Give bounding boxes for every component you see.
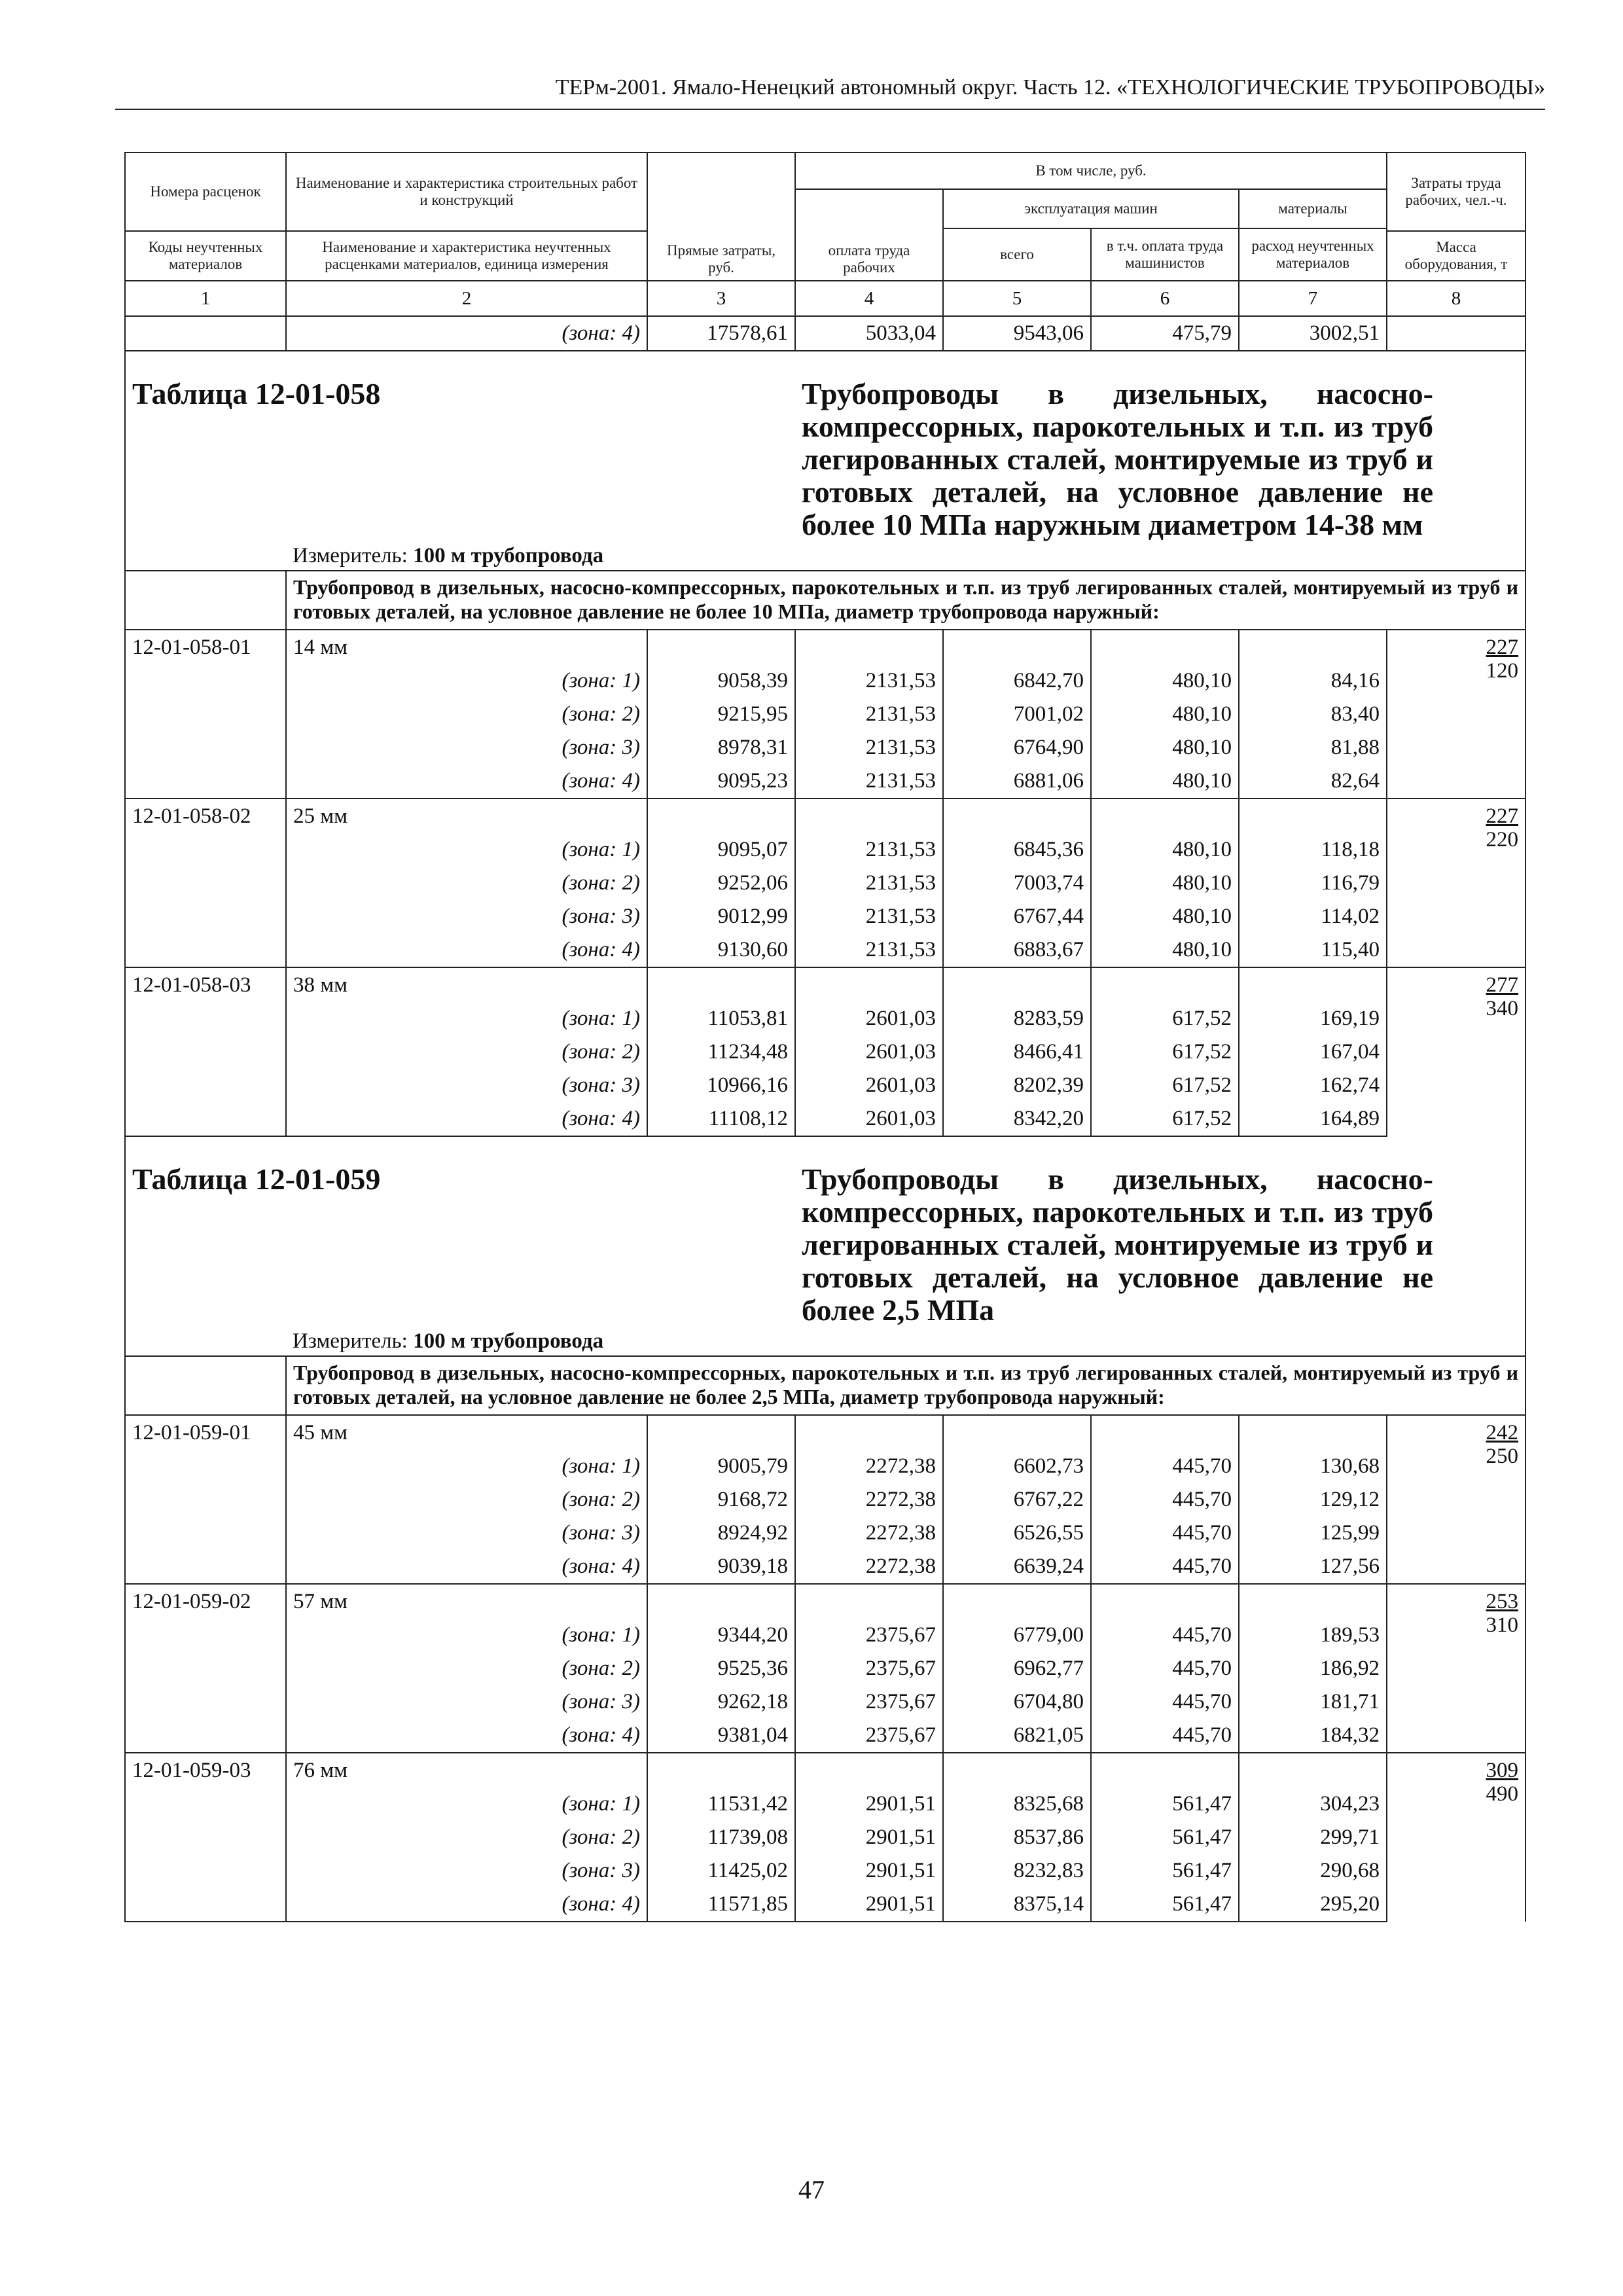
rate-code: 12-01-059-02 bbox=[125, 1584, 286, 1619]
worker-pay-value: 2901,51 bbox=[795, 1821, 943, 1854]
zone-label: (зона: 1) bbox=[286, 1002, 647, 1035]
table-title-row bbox=[125, 1136, 1525, 1327]
equipment-mass: 120 bbox=[1486, 659, 1519, 683]
zone-label: (зона: 2) bbox=[286, 867, 647, 900]
zone-row bbox=[125, 1854, 1525, 1888]
header-unaccounted-materials: расход неучтенных материалов bbox=[1239, 228, 1387, 281]
zone-row bbox=[125, 1483, 1525, 1516]
direct-costs-value: 9058,39 bbox=[647, 664, 795, 698]
labor-hours: 227 bbox=[1486, 636, 1519, 659]
measure-row bbox=[125, 541, 1525, 571]
materials-value: 164,89 bbox=[1239, 1102, 1387, 1136]
zone-label: (зона: 1) bbox=[286, 664, 647, 698]
header-equipment-mass: Масса оборудования, т bbox=[1387, 231, 1525, 281]
worker-pay-value: 5033,04 bbox=[795, 316, 943, 351]
machinist-pay-value: 617,52 bbox=[1091, 1102, 1239, 1136]
measure-unit bbox=[286, 541, 1525, 571]
machines-total-value: 6842,70 bbox=[943, 664, 1091, 698]
materials-value: 83,40 bbox=[1239, 698, 1387, 731]
header-material-names: Наименование и характеристика неучтенных расценками материалов, единица измерения bbox=[286, 231, 647, 281]
direct-costs-value: 11108,12 bbox=[647, 1102, 795, 1136]
zone-row bbox=[125, 933, 1525, 967]
table-description: Трубопроводы в дизельных, насосно-компрессорных, парокотельных и т.п. из труб легированных сталей, монтируемые из труб и готовых деталей, на условное давление не более 2,5 МПа bbox=[795, 1136, 1525, 1327]
machinist-pay-value: 617,52 bbox=[1091, 1069, 1239, 1102]
equipment-mass: 490 bbox=[1486, 1782, 1519, 1806]
measure-value: 100 м трубопровода bbox=[413, 1329, 604, 1353]
machines-total-value: 6639,24 bbox=[943, 1550, 1091, 1584]
rate-name: 38 мм bbox=[286, 967, 647, 1002]
direct-costs-value: 11531,42 bbox=[647, 1787, 795, 1821]
labor-costs bbox=[1387, 630, 1525, 798]
table-description: Трубопроводы в дизельных, насосно-компрессорных, парокотельных и т.п. из труб легированных сталей, монтируемые из труб и готовых деталей, на условное давление не более 10 МПа наружным диаметром 14-38 мм bbox=[795, 351, 1525, 541]
direct-costs-value: 9381,04 bbox=[647, 1719, 795, 1753]
worker-pay-value: 2375,67 bbox=[795, 1685, 943, 1719]
table-title: Таблица 12-01-058 bbox=[125, 351, 795, 541]
zone-row bbox=[125, 1069, 1525, 1102]
zone-label: (зона: 1) bbox=[286, 1619, 647, 1652]
zone-row bbox=[125, 867, 1525, 900]
zone-row bbox=[125, 1035, 1525, 1069]
zone-label: (зона: 2) bbox=[286, 1035, 647, 1069]
materials-value: 299,71 bbox=[1239, 1821, 1387, 1854]
header-machines: эксплуатация машин bbox=[943, 189, 1239, 228]
machinist-pay-value: 480,10 bbox=[1091, 764, 1239, 798]
rate-name: 25 мм bbox=[286, 798, 647, 833]
zone-label: (зона: 4) bbox=[286, 933, 647, 967]
zone-label: (зона: 3) bbox=[286, 1516, 647, 1550]
zone-label: (зона: 4) bbox=[286, 1102, 647, 1136]
machinist-pay-value: 617,52 bbox=[1091, 1035, 1239, 1069]
direct-costs-value: 9095,23 bbox=[647, 764, 795, 798]
rate-item-row bbox=[125, 1584, 1525, 1619]
group-description-row bbox=[125, 1356, 1525, 1415]
table-header bbox=[125, 152, 1525, 316]
equipment-mass: 340 bbox=[1486, 997, 1519, 1020]
materials-value: 125,99 bbox=[1239, 1516, 1387, 1550]
zone-row bbox=[125, 1685, 1525, 1719]
worker-pay-value: 2901,51 bbox=[795, 1787, 943, 1821]
materials-value: 129,12 bbox=[1239, 1483, 1387, 1516]
carryover-row bbox=[125, 316, 1525, 351]
labor-hours: 253 bbox=[1486, 1590, 1519, 1613]
machines-total-value: 6779,00 bbox=[943, 1619, 1091, 1652]
zone-row bbox=[125, 1102, 1525, 1136]
worker-pay-value: 2131,53 bbox=[795, 833, 943, 867]
zone-row bbox=[125, 1652, 1525, 1685]
machines-total-value: 8342,20 bbox=[943, 1102, 1091, 1136]
worker-pay-value: 2131,53 bbox=[795, 698, 943, 731]
direct-costs-value: 9215,95 bbox=[647, 698, 795, 731]
header-direct-costs: Прямые затраты, руб. bbox=[647, 152, 795, 281]
rate-code: 12-01-058-03 bbox=[125, 967, 286, 1002]
column-number: 8 bbox=[1387, 281, 1525, 316]
zone-label: (зона: 2) bbox=[286, 1483, 647, 1516]
worker-pay-value: 2131,53 bbox=[795, 764, 943, 798]
header-machinist-pay: в т.ч. оплата труда машинистов bbox=[1091, 228, 1239, 281]
machines-total-value: 6881,06 bbox=[943, 764, 1091, 798]
zone-label: (зона: 3) bbox=[286, 1854, 647, 1888]
rate-name: 45 мм bbox=[286, 1415, 647, 1450]
machines-total-value: 8202,39 bbox=[943, 1069, 1091, 1102]
column-number: 6 bbox=[1091, 281, 1239, 316]
rate-item-row bbox=[125, 1753, 1525, 1787]
column-number: 2 bbox=[286, 281, 647, 316]
group-description: Трубопровод в дизельных, насосно-компрессорных, парокотельных и т.п. из труб легированных сталей, монтируемый из труб и готовых деталей, на условное давление не более 10 МПа, диаметр трубопровода наружный: bbox=[286, 571, 1525, 630]
materials-value: 130,68 bbox=[1239, 1450, 1387, 1483]
materials-value: 295,20 bbox=[1239, 1888, 1387, 1922]
direct-costs-value: 9039,18 bbox=[647, 1550, 795, 1584]
zone-row bbox=[125, 1787, 1525, 1821]
header-machines-total: всего bbox=[943, 228, 1091, 281]
materials-value: 189,53 bbox=[1239, 1619, 1387, 1652]
materials-value: 84,16 bbox=[1239, 664, 1387, 698]
materials-value: 115,40 bbox=[1239, 933, 1387, 967]
group-description-row bbox=[125, 571, 1525, 630]
rate-code: 12-01-058-02 bbox=[125, 798, 286, 833]
machines-total-value: 6602,73 bbox=[943, 1450, 1091, 1483]
machines-total-value: 7001,02 bbox=[943, 698, 1091, 731]
worker-pay-value: 2375,67 bbox=[795, 1619, 943, 1652]
direct-costs-value: 9525,36 bbox=[647, 1652, 795, 1685]
zone-label: (зона: 3) bbox=[286, 1685, 647, 1719]
zone-row bbox=[125, 664, 1525, 698]
zone-label: (зона: 2) bbox=[286, 698, 647, 731]
header-worker-pay: оплата труда рабочих bbox=[795, 189, 943, 281]
materials-value: 186,92 bbox=[1239, 1652, 1387, 1685]
machines-total-value: 6704,80 bbox=[943, 1685, 1091, 1719]
materials-value: 169,19 bbox=[1239, 1002, 1387, 1035]
worker-pay-value: 2131,53 bbox=[795, 731, 943, 764]
rate-name: 76 мм bbox=[286, 1753, 647, 1787]
zone-label: (зона: 4) bbox=[286, 764, 647, 798]
machinist-pay-value: 561,47 bbox=[1091, 1854, 1239, 1888]
zone-label: (зона: 3) bbox=[286, 1069, 647, 1102]
labor-hours: 277 bbox=[1486, 973, 1519, 997]
page-header: ТЕРм-2001. Ямало-Ненецкий автономный округ. Часть 12. «ТЕХНОЛОГИЧЕСКИЕ ТРУБОПРОВОДЫ» bbox=[115, 73, 1545, 110]
column-number: 7 bbox=[1239, 281, 1387, 316]
direct-costs-value: 9095,07 bbox=[647, 833, 795, 867]
rate-code: 12-01-059-01 bbox=[125, 1415, 286, 1450]
worker-pay-value: 2901,51 bbox=[795, 1888, 943, 1922]
direct-costs-value: 11053,81 bbox=[647, 1002, 795, 1035]
measure-label: Измеритель: bbox=[293, 1329, 408, 1353]
rate-item-row bbox=[125, 630, 1525, 664]
zone-label: (зона: 4) bbox=[286, 1719, 647, 1753]
direct-costs-value: 8978,31 bbox=[647, 731, 795, 764]
measure-value: 100 м трубопровода bbox=[413, 543, 604, 567]
worker-pay-value: 2131,53 bbox=[795, 867, 943, 900]
header-including: В том числе, руб. bbox=[795, 152, 1387, 189]
direct-costs-value: 11425,02 bbox=[647, 1854, 795, 1888]
machines-total-value: 8283,59 bbox=[943, 1002, 1091, 1035]
machinist-pay-value: 480,10 bbox=[1091, 867, 1239, 900]
worker-pay-value: 2272,38 bbox=[795, 1450, 943, 1483]
materials-value: 181,71 bbox=[1239, 1685, 1387, 1719]
labor-costs bbox=[1387, 798, 1525, 967]
machines-total-value: 6767,44 bbox=[943, 900, 1091, 933]
table-title: Таблица 12-01-059 bbox=[125, 1136, 795, 1327]
direct-costs-value: 9005,79 bbox=[647, 1450, 795, 1483]
machinist-pay-value: 445,70 bbox=[1091, 1516, 1239, 1550]
machines-total-value: 6764,90 bbox=[943, 731, 1091, 764]
zone-row bbox=[125, 1888, 1525, 1922]
materials-value: 162,74 bbox=[1239, 1069, 1387, 1102]
machinist-pay-value: 561,47 bbox=[1091, 1821, 1239, 1854]
rate-name: 57 мм bbox=[286, 1584, 647, 1619]
materials-value: 304,23 bbox=[1239, 1787, 1387, 1821]
direct-costs-value: 10966,16 bbox=[647, 1069, 795, 1102]
zone-row bbox=[125, 1550, 1525, 1584]
machinist-pay-value: 617,52 bbox=[1091, 1002, 1239, 1035]
equipment-mass: 250 bbox=[1486, 1444, 1519, 1468]
header-material-codes: Коды неучтенных материалов bbox=[125, 231, 286, 281]
zone-label: (зона: 1) bbox=[286, 833, 647, 867]
labor-costs bbox=[1387, 967, 1525, 1136]
worker-pay-value: 2601,03 bbox=[795, 1102, 943, 1136]
machinist-pay-value: 480,10 bbox=[1091, 900, 1239, 933]
rate-item-row bbox=[125, 967, 1525, 1002]
machinist-pay-value: 445,70 bbox=[1091, 1483, 1239, 1516]
machines-total-value: 8375,14 bbox=[943, 1888, 1091, 1922]
measure-unit bbox=[286, 1327, 1525, 1356]
worker-pay-value: 2601,03 bbox=[795, 1035, 943, 1069]
table-body bbox=[125, 316, 1525, 1922]
materials-value: 290,68 bbox=[1239, 1854, 1387, 1888]
machinist-pay-value: 561,47 bbox=[1091, 1888, 1239, 1922]
equipment-mass: 310 bbox=[1486, 1613, 1519, 1637]
materials-value: 116,79 bbox=[1239, 867, 1387, 900]
machines-total-value: 6845,36 bbox=[943, 833, 1091, 867]
machines-total-value: 7003,74 bbox=[943, 867, 1091, 900]
machinist-pay-value: 480,10 bbox=[1091, 698, 1239, 731]
machinist-pay-value: 445,70 bbox=[1091, 1619, 1239, 1652]
zone-row bbox=[125, 1619, 1525, 1652]
machines-total-value: 6883,67 bbox=[943, 933, 1091, 967]
direct-costs-value: 9262,18 bbox=[647, 1685, 795, 1719]
machinist-pay-value: 445,70 bbox=[1091, 1652, 1239, 1685]
machines-total-value: 6526,55 bbox=[943, 1516, 1091, 1550]
machinist-pay-value: 480,10 bbox=[1091, 731, 1239, 764]
direct-costs-value: 9252,06 bbox=[647, 867, 795, 900]
direct-costs-value: 9168,72 bbox=[647, 1483, 795, 1516]
direct-costs-value: 11739,08 bbox=[647, 1821, 795, 1854]
machines-total-value: 6767,22 bbox=[943, 1483, 1091, 1516]
labor-costs bbox=[1387, 1584, 1525, 1753]
zone-row bbox=[125, 1450, 1525, 1483]
direct-costs-value: 8924,92 bbox=[647, 1516, 795, 1550]
worker-pay-value: 2131,53 bbox=[795, 664, 943, 698]
rate-item-row bbox=[125, 1415, 1525, 1450]
machines-total-value: 8537,86 bbox=[943, 1821, 1091, 1854]
column-number: 4 bbox=[795, 281, 943, 316]
worker-pay-value: 2601,03 bbox=[795, 1002, 943, 1035]
labor-hours: 309 bbox=[1486, 1759, 1519, 1782]
measure-row bbox=[125, 1327, 1525, 1356]
zone-label: (зона: 4) bbox=[286, 316, 647, 351]
machines-total-value: 8325,68 bbox=[943, 1787, 1091, 1821]
labor-costs bbox=[1387, 1753, 1525, 1922]
materials-value: 81,88 bbox=[1239, 731, 1387, 764]
worker-pay-value: 2901,51 bbox=[795, 1854, 943, 1888]
rate-code: 12-01-059-03 bbox=[125, 1753, 286, 1787]
direct-costs-value: 9012,99 bbox=[647, 900, 795, 933]
direct-costs-value: 11234,48 bbox=[647, 1035, 795, 1069]
column-number: 3 bbox=[647, 281, 795, 316]
column-numbers bbox=[125, 281, 1525, 316]
direct-costs-value: 9344,20 bbox=[647, 1619, 795, 1652]
group-description: Трубопровод в дизельных, насосно-компрессорных, парокотельных и т.п. из труб легированных сталей, монтируемый из труб и готовых деталей, на условное давление не более 2,5 МПа, диаметр трубопровода наружный: bbox=[286, 1356, 1525, 1415]
zone-label: (зона: 2) bbox=[286, 1821, 647, 1854]
machinist-pay-value: 480,10 bbox=[1091, 933, 1239, 967]
worker-pay-value: 2272,38 bbox=[795, 1516, 943, 1550]
machinist-pay-value: 480,10 bbox=[1091, 833, 1239, 867]
worker-pay-value: 2272,38 bbox=[795, 1550, 943, 1584]
header-work-name: Наименование и характеристика строительных работ и конструкций bbox=[286, 152, 647, 231]
worker-pay-value: 2131,53 bbox=[795, 900, 943, 933]
zone-label: (зона: 1) bbox=[286, 1450, 647, 1483]
labor-hours: 227 bbox=[1486, 804, 1519, 828]
rate-item-row bbox=[125, 798, 1525, 833]
worker-pay-value: 2601,03 bbox=[795, 1069, 943, 1102]
machinist-pay-value: 445,70 bbox=[1091, 1685, 1239, 1719]
zone-row bbox=[125, 764, 1525, 798]
header-rate-number: Номера расценок bbox=[125, 152, 286, 231]
materials-value: 167,04 bbox=[1239, 1035, 1387, 1069]
materials-value: 82,64 bbox=[1239, 764, 1387, 798]
worker-pay-value: 2375,67 bbox=[795, 1652, 943, 1685]
zone-label: (зона: 4) bbox=[286, 1550, 647, 1584]
direct-costs-value: 17578,61 bbox=[647, 316, 795, 351]
machinist-pay-value: 480,10 bbox=[1091, 664, 1239, 698]
rates-table bbox=[124, 152, 1526, 1922]
zone-row bbox=[125, 1002, 1525, 1035]
worker-pay-value: 2375,67 bbox=[795, 1719, 943, 1753]
materials-value: 3002,51 bbox=[1239, 316, 1387, 351]
materials-value: 114,02 bbox=[1239, 900, 1387, 933]
zone-label: (зона: 3) bbox=[286, 731, 647, 764]
materials-value: 184,32 bbox=[1239, 1719, 1387, 1753]
zone-label: (зона: 4) bbox=[286, 1888, 647, 1922]
zone-label: (зона: 2) bbox=[286, 1652, 647, 1685]
direct-costs-value: 9130,60 bbox=[647, 933, 795, 967]
materials-value: 127,56 bbox=[1239, 1550, 1387, 1584]
machines-total-value: 6962,77 bbox=[943, 1652, 1091, 1685]
zone-label: (зона: 1) bbox=[286, 1787, 647, 1821]
table-title-row bbox=[125, 351, 1525, 541]
measure-label: Измеритель: bbox=[293, 543, 408, 567]
zone-row bbox=[125, 900, 1525, 933]
header-materials: материалы bbox=[1239, 189, 1387, 228]
zone-row bbox=[125, 1821, 1525, 1854]
materials-value: 118,18 bbox=[1239, 833, 1387, 867]
machinist-pay-value: 475,79 bbox=[1091, 316, 1239, 351]
zone-label: (зона: 3) bbox=[286, 900, 647, 933]
machines-total-value: 8466,41 bbox=[943, 1035, 1091, 1069]
page-number: 47 bbox=[798, 2175, 825, 2204]
zone-row bbox=[125, 1719, 1525, 1753]
column-number: 5 bbox=[943, 281, 1091, 316]
zone-row bbox=[125, 833, 1525, 867]
machines-total-value: 8232,83 bbox=[943, 1854, 1091, 1888]
machines-total-value: 9543,06 bbox=[943, 316, 1091, 351]
machinist-pay-value: 445,70 bbox=[1091, 1719, 1239, 1753]
header-labor-costs: Затраты труда рабочих, чел.-ч. bbox=[1387, 152, 1525, 231]
machines-total-value: 6821,05 bbox=[943, 1719, 1091, 1753]
column-number: 1 bbox=[125, 281, 286, 316]
machinist-pay-value: 445,70 bbox=[1091, 1450, 1239, 1483]
worker-pay-value: 2131,53 bbox=[795, 933, 943, 967]
labor-costs bbox=[1387, 1415, 1525, 1584]
machinist-pay-value: 561,47 bbox=[1091, 1787, 1239, 1821]
zone-row bbox=[125, 698, 1525, 731]
rate-name: 14 мм bbox=[286, 630, 647, 664]
zone-row bbox=[125, 1516, 1525, 1550]
worker-pay-value: 2272,38 bbox=[795, 1483, 943, 1516]
zone-row bbox=[125, 731, 1525, 764]
rate-code: 12-01-058-01 bbox=[125, 630, 286, 664]
machinist-pay-value: 445,70 bbox=[1091, 1550, 1239, 1584]
labor-hours: 242 bbox=[1486, 1421, 1519, 1444]
equipment-mass: 220 bbox=[1486, 828, 1519, 852]
direct-costs-value: 11571,85 bbox=[647, 1888, 795, 1922]
